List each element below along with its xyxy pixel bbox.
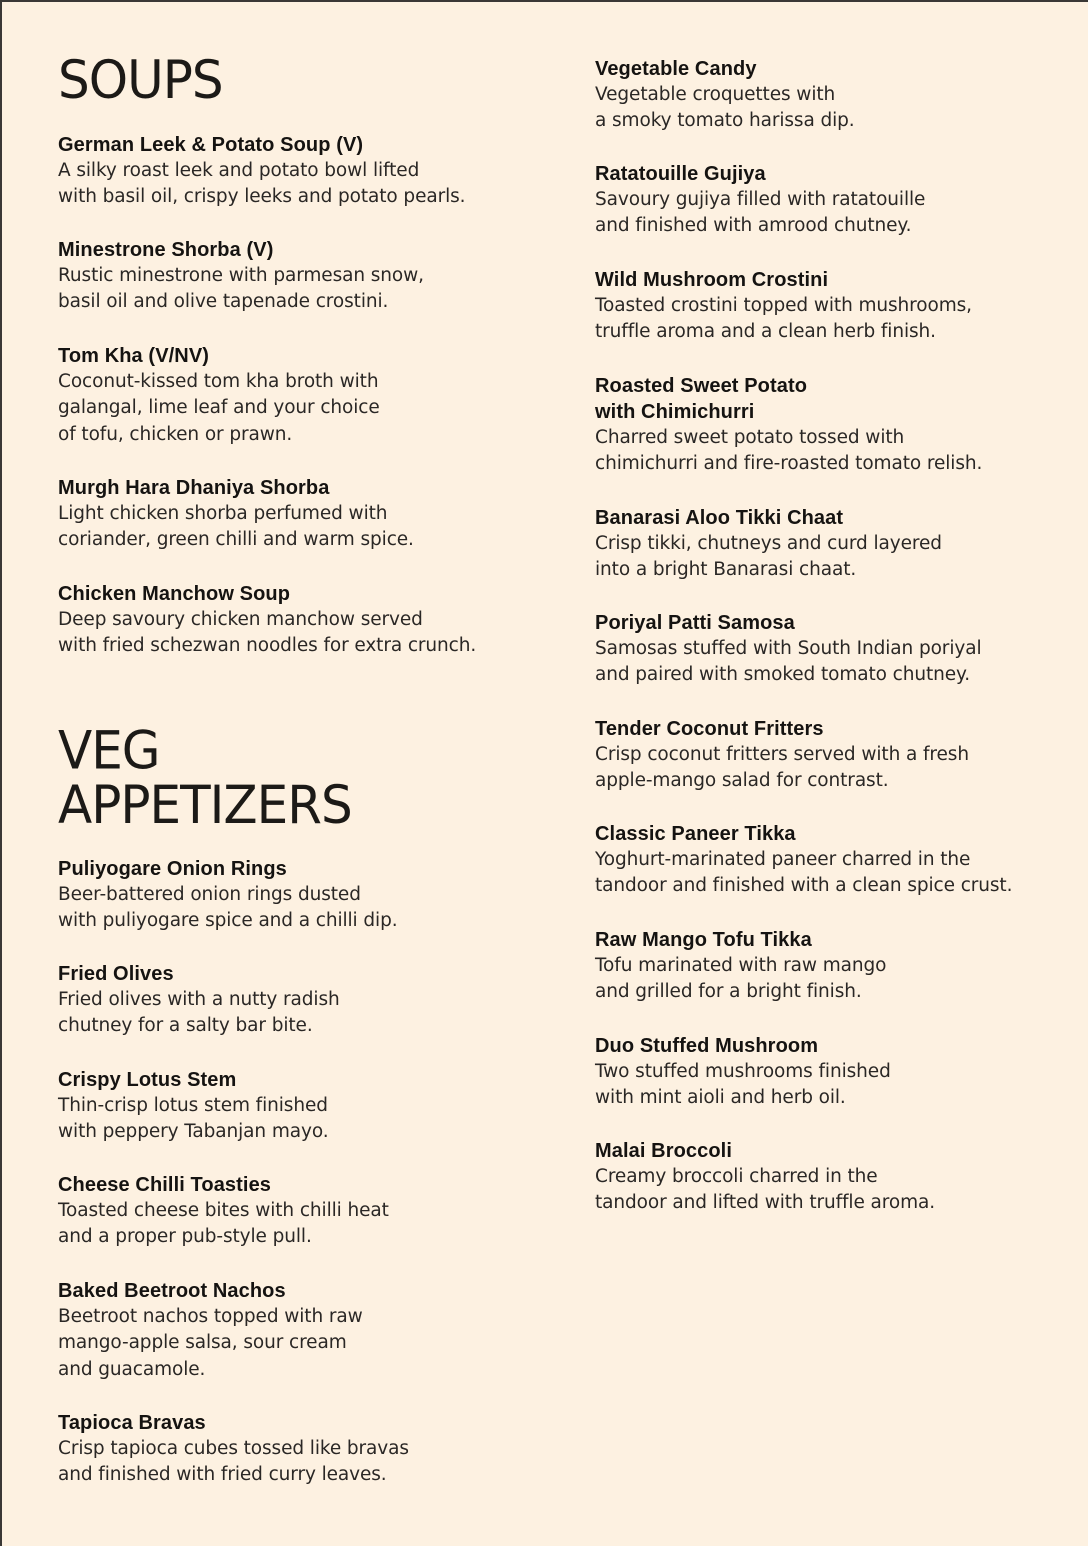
item-description: Light chicken shorba perfumed with coriander, green chilli and warm spice. — [58, 503, 414, 551]
section-title-veg-appetizers: VEG APPETIZERS — [58, 720, 352, 836]
item-name: Ratatouille Gujiya — [595, 163, 766, 185]
menu-item — [58, 1067, 558, 1146]
menu-item — [58, 475, 558, 554]
item-name: Baked Beetroot Nachos — [58, 1280, 286, 1302]
item-name: Wild Mushroom Crostini — [595, 269, 829, 291]
item-description: Two stuffed mushrooms finished with mint aioli and herb oil. — [595, 1061, 891, 1109]
menu-item — [595, 1033, 1065, 1112]
menu-item — [58, 132, 558, 211]
menu-item — [595, 373, 1065, 478]
menu-item — [595, 716, 1065, 795]
menu-item — [595, 56, 1065, 135]
item-description: Coconut-kissed tom kha broth with galangal, lime leaf and your choice of tofu, chicken or prawn. — [58, 371, 380, 445]
item-description: Crisp coconut fritters served with a fresh apple-mango salad for contrast. — [595, 744, 969, 792]
item-name: Fried Olives — [58, 963, 174, 985]
item-description: Creamy broccoli charred in the tandoor and lifted with truffle aroma. — [595, 1166, 936, 1214]
item-name: Tapioca Bravas — [58, 1412, 206, 1434]
item-description: Fried olives with a nutty radish chutney for a salty bar bite. — [58, 989, 340, 1037]
item-description: Tofu marinated with raw mango and grilled for a bright finish. — [595, 955, 887, 1003]
item-name: Murgh Hara Dhaniya Shorba — [58, 477, 330, 499]
menu-item — [595, 161, 1065, 240]
item-description: Deep savoury chicken manchow served with fried schezwan noodles for extra crunch. — [58, 609, 477, 657]
item-description: Beetroot nachos topped with raw mango-apple salsa, sour cream and guacamole. — [58, 1306, 363, 1380]
item-description: Toasted crostini topped with mushrooms, truffle aroma and a clean herb finish. — [595, 295, 972, 343]
item-name: Minestrone Shorba (V) — [58, 239, 274, 261]
menu-item — [58, 856, 558, 935]
menu-item — [58, 1172, 558, 1251]
item-description: Crisp tapioca cubes tossed like bravas and finished with fried curry leaves. — [58, 1438, 409, 1486]
item-description: Beer-battered onion rings dusted with puliyogare spice and a chilli dip. — [58, 884, 398, 932]
menu-item — [595, 267, 1065, 346]
item-name: Chicken Manchow Soup — [58, 583, 291, 605]
item-name: Banarasi Aloo Tikki Chaat — [595, 507, 844, 529]
menu-item — [58, 1278, 558, 1383]
menu-item — [58, 961, 558, 1040]
item-name: Roasted Sweet Potato with Chimichurri — [595, 375, 808, 423]
item-name: Vegetable Candy — [595, 58, 757, 80]
item-description: Samosas stuffed with South Indian poriyal and paired with smoked tomato chutney. — [595, 638, 982, 686]
menu-item — [595, 610, 1065, 689]
item-name: Raw Mango Tofu Tikka — [595, 929, 812, 951]
item-name: Duo Stuffed Mushroom — [595, 1035, 819, 1057]
menu-item — [595, 1138, 1065, 1217]
menu-item — [58, 1410, 558, 1489]
menu-item — [58, 237, 558, 316]
menu-item — [58, 343, 558, 448]
item-name: Puliyogare Onion Rings — [58, 858, 287, 880]
item-description: Yoghurt-marinated paneer charred in the tandoor and finished with a clean spice crust. — [595, 849, 1013, 897]
section-title-soups: SOUPS — [58, 49, 223, 111]
item-description: Charred sweet potato tossed with chimichurri and fire-roasted tomato relish. — [595, 427, 983, 475]
item-name: Classic Paneer Tikka — [595, 823, 796, 845]
item-name: Cheese Chilli Toasties — [58, 1174, 272, 1196]
item-description: Savoury gujiya filled with ratatouille and finished with amrood chutney. — [595, 189, 926, 237]
item-name: Tender Coconut Fritters — [595, 718, 824, 740]
item-name: German Leek & Potato Soup (V) — [58, 134, 364, 156]
item-name: Poriyal Patti Samosa — [595, 612, 795, 634]
item-description: Vegetable croquettes with a smoky tomato harissa dip. — [595, 84, 855, 132]
menu-item — [595, 821, 1065, 900]
item-description: Toasted cheese bites with chilli heat and a proper pub-style pull. — [58, 1200, 389, 1248]
menu-item — [595, 505, 1065, 584]
menu-item — [595, 927, 1065, 1006]
item-description: Rustic minestrone with parmesan snow, basil oil and olive tapenade crostini. — [58, 265, 424, 313]
item-description: Thin-crisp lotus stem finished with peppery Tabanjan mayo. — [58, 1095, 329, 1143]
item-name: Malai Broccoli — [595, 1140, 732, 1162]
item-description: Crisp tikki, chutneys and curd layered into a bright Banarasi chaat. — [595, 533, 942, 581]
item-name: Tom Kha (V/NV) — [58, 345, 210, 367]
item-name: Crispy Lotus Stem — [58, 1069, 237, 1091]
item-description: A silky roast leek and potato bowl lifted with basil oil, crispy leeks and potato pearls. — [58, 160, 466, 208]
menu-item — [58, 581, 558, 660]
